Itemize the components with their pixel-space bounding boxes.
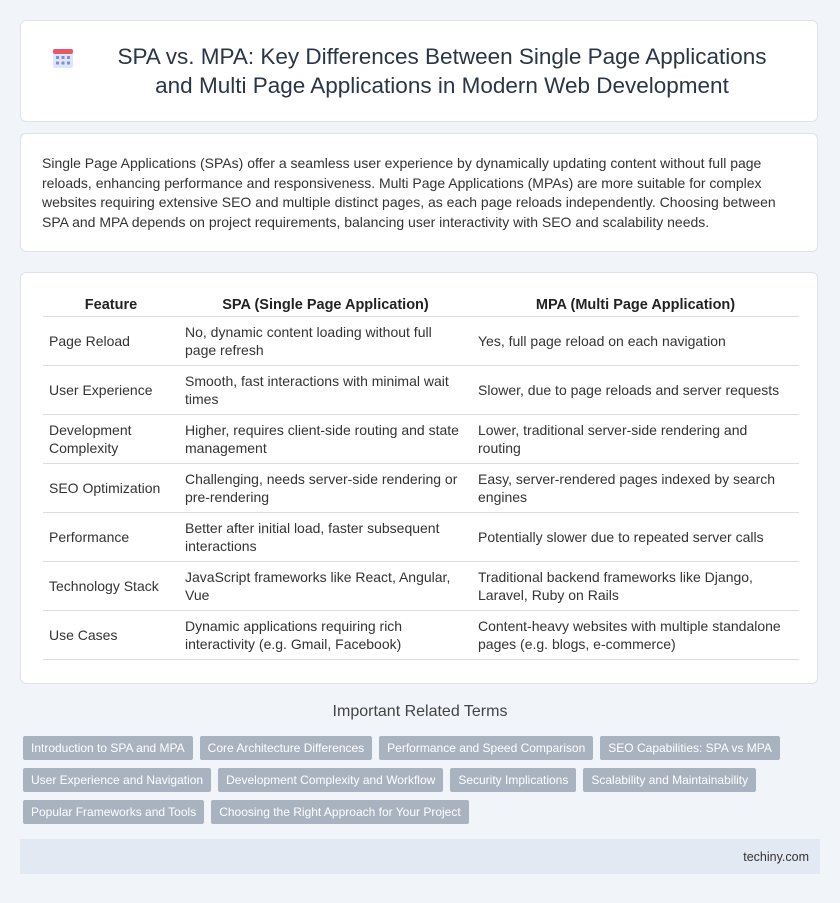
- comparison-card: [20, 272, 818, 684]
- related-term-tag[interactable]: Performance and Speed Comparison: [379, 736, 593, 760]
- table-row: [43, 317, 799, 366]
- related-terms-list: [23, 736, 803, 832]
- table-row: [43, 611, 799, 660]
- related-term-tag[interactable]: Development Complexity and Workflow: [218, 768, 443, 792]
- related-term-tag[interactable]: Scalability and Maintainability: [583, 768, 756, 792]
- related-term-tag[interactable]: Core Architecture Differences: [200, 736, 373, 760]
- spa-cell: Better after initial load, faster subsequent interactions: [179, 513, 472, 562]
- header-mpa: MPA (Multi Page Application): [472, 291, 799, 317]
- feature-cell: Development Complexity: [43, 415, 179, 464]
- related-term-tag[interactable]: Popular Frameworks and Tools: [23, 800, 204, 824]
- table-row: [43, 562, 799, 611]
- table-row: [43, 366, 799, 415]
- mpa-cell: Lower, traditional server-side rendering and routing: [472, 415, 799, 464]
- feature-cell: Page Reload: [43, 317, 179, 366]
- feature-cell: User Experience: [43, 366, 179, 415]
- mpa-cell: Slower, due to page reloads and server requests: [472, 366, 799, 415]
- header-spa: SPA (Single Page Application): [179, 291, 472, 317]
- table-row: [43, 513, 799, 562]
- intro-card: [20, 133, 818, 252]
- spa-cell: JavaScript frameworks like React, Angular, Vue: [179, 562, 472, 611]
- footer: [20, 839, 820, 874]
- feature-cell: Use Cases: [43, 611, 179, 660]
- related-term-tag[interactable]: User Experience and Navigation: [23, 768, 211, 792]
- mpa-cell: Easy, server-rendered pages indexed by search engines: [472, 464, 799, 513]
- mpa-cell: Traditional backend frameworks like Django, Laravel, Ruby on Rails: [472, 562, 799, 611]
- related-term-tag[interactable]: Security Implications: [450, 768, 576, 792]
- intro-paragraph: Single Page Applications (SPAs) offer a seamless user experience by dynamically updating content without full page reloads, enhancing performance and responsiveness. Multi Page Applications (MPAs) are more suitable for complex websites requiring extensive SEO and multiple distinct pages, as each page reloads independently. Choosing between SPA and MPA depends on project requirements, balancing user interactivity with SEO and scalability needs.: [42, 155, 776, 230]
- header-feature: Feature: [43, 291, 179, 317]
- mpa-cell: Yes, full page reload on each navigation: [472, 317, 799, 366]
- feature-cell: SEO Optimization: [43, 464, 179, 513]
- related-term-tag[interactable]: Choosing the Right Approach for Your Project: [211, 800, 469, 824]
- table-row: [43, 464, 799, 513]
- related-terms-heading: Important Related Terms: [332, 703, 508, 720]
- spa-cell: Higher, requires client-side routing and state management: [179, 415, 472, 464]
- page-title: SPA vs. MPA: Key Differences Between Single Page Applications and Multi Page Applications in Modern Web Development: [117, 44, 767, 98]
- spa-cell: No, dynamic content loading without full page refresh: [179, 317, 472, 366]
- table-header-row: [43, 291, 799, 317]
- mpa-cell: Potentially slower due to repeated server calls: [472, 513, 799, 562]
- title-card: [20, 20, 818, 122]
- feature-cell: Technology Stack: [43, 562, 179, 611]
- comparison-table: [43, 291, 799, 660]
- spa-cell: Challenging, needs server-side rendering or pre-rendering: [179, 464, 472, 513]
- related-term-tag[interactable]: SEO Capabilities: SPA vs MPA: [600, 736, 780, 760]
- site-name[interactable]: techiny.com: [743, 849, 809, 864]
- spa-cell: Dynamic applications requiring rich interactivity (e.g. Gmail, Facebook): [179, 611, 472, 660]
- spa-cell: Smooth, fast interactions with minimal wait times: [179, 366, 472, 415]
- feature-cell: Performance: [43, 513, 179, 562]
- related-term-tag[interactable]: Introduction to SPA and MPA: [23, 736, 193, 760]
- title-wrap: [21, 42, 817, 100]
- calendar-grid-icon: [51, 46, 75, 70]
- mpa-cell: Content-heavy websites with multiple standalone pages (e.g. blogs, e-commerce): [472, 611, 799, 660]
- table-row: [43, 415, 799, 464]
